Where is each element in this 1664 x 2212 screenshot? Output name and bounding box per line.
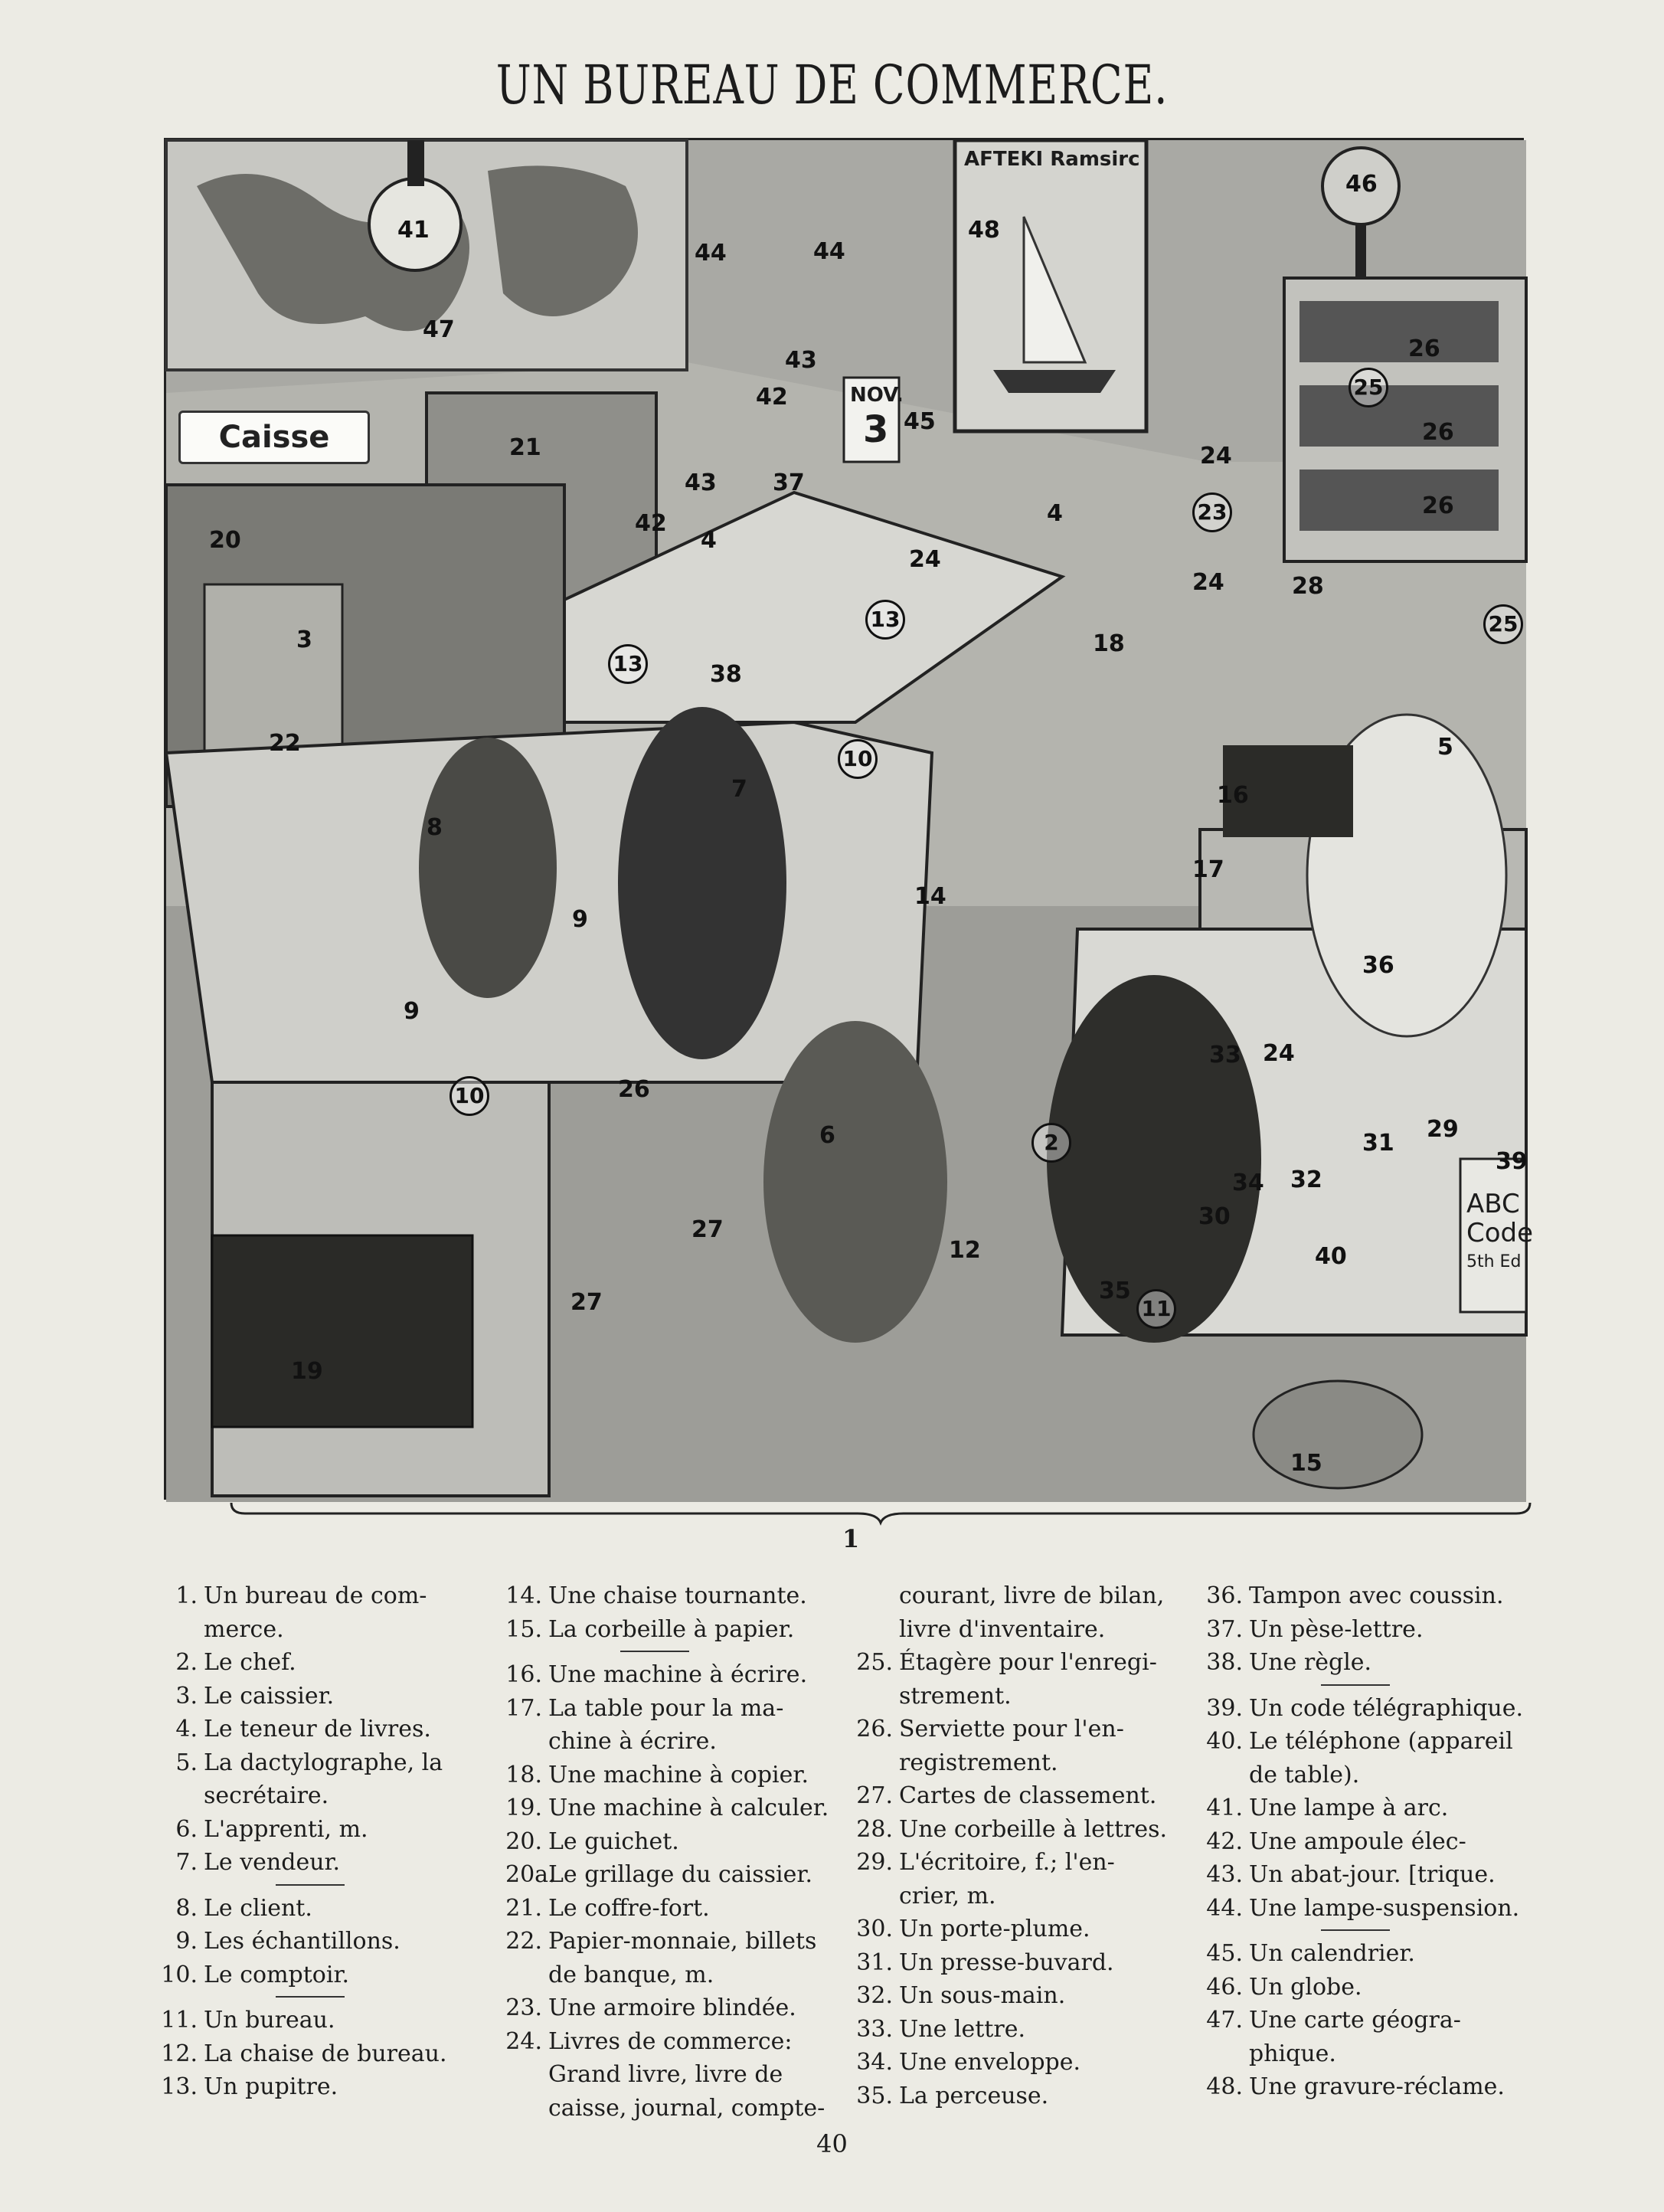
legend-item-number: 19. [505,1795,542,1821]
legend-item-number: 26. [856,1716,893,1742]
legend-item [856,1779,1187,1813]
callout: 32 [1290,1167,1322,1193]
legend-separator [1321,1929,1390,1931]
legend-item-number: 22. [505,1928,542,1955]
legend-column-2 [505,1579,831,2125]
legend-item-number [1206,1759,1249,1792]
legend-item [505,1658,831,1692]
code-book-line: Code [1466,1218,1534,1248]
legend-item-number: 31. [856,1949,893,1976]
poster-title: AFTEKI Ramsirc [964,148,1140,171]
callout: 6 [819,1122,835,1149]
calendar-day: 3 [863,408,889,451]
callout: 24 [909,546,941,573]
legend-item-number [161,1613,204,1647]
legend-item-number [856,1680,899,1713]
legend-item-number: 17. [505,1694,542,1722]
legend-item [856,2013,1187,2047]
legend-item [856,1813,1187,1847]
callout: 15 [1290,1450,1322,1477]
legend-item-number: 4. [175,1716,198,1742]
legend-item-text: Une lettre. [899,2015,1025,2043]
legend-item-text: Une chaise tournante. [548,1582,807,1609]
scene-brace [230,1501,1532,1524]
legend-item-number: 8. [175,1894,198,1922]
legend-item [161,1746,479,1780]
legend-item-number: 40. [1206,1728,1243,1755]
legend-item-text: chine à écrire. [548,1728,717,1755]
legend-item-number [856,1746,899,1780]
legend-item-text: Le téléphone (appareil [1249,1728,1513,1755]
legend-item [505,1725,831,1759]
callout: 33 [1209,1042,1241,1068]
callout: 30 [1198,1203,1231,1230]
code-book-line: ABC [1466,1189,1520,1219]
callout: 18 [1093,630,1125,657]
callout: 24 [1263,1040,1295,1067]
legend-item [505,1759,831,1792]
legend-item-text: Cartes de classement. [899,1782,1157,1809]
legend-item-text: Le comptoir. [204,1961,350,1988]
legend-item [856,1946,1187,1980]
legend-item-text: L'écritoire, f.; l'en- [899,1849,1115,1876]
callout: 41 [397,217,430,244]
legend-item [161,2004,479,2037]
legend-item-number: 38. [1206,1649,1243,1676]
legend-item [1206,1937,1535,1971]
legend-item-text: Un bureau. [204,2007,335,2034]
legend-item [856,1680,1187,1713]
legend-item [1206,1759,1535,1792]
legend-item-number: 2. [175,1649,198,1676]
legend-item-number [161,1779,204,1813]
callout: 28 [1292,573,1324,600]
legend-item-number: 48. [1206,2073,1243,2100]
legend-column-4 [1206,1579,1535,2104]
legend-item-text: Une armoire blindée. [548,1994,796,2021]
legend-item [161,1680,479,1713]
callout: 29 [1427,1116,1459,1143]
legend-item-number: 10. [161,1961,198,1988]
legend-item [505,1925,831,1958]
callout: 42 [756,384,788,411]
legend-item-text: strement. [899,1682,1012,1710]
callout: 27 [691,1216,724,1243]
legend-item-text: Une enveloppe. [899,2049,1081,2076]
legend-item-text: Un calendrier. [1249,1940,1415,1967]
legend-item-number: 42. [1206,1828,1243,1855]
legend-item [1206,1646,1535,1680]
callout: 3 [296,627,312,653]
legend-item-text: Une carte géogra- [1249,2007,1461,2034]
legend-item-number: 28. [856,1815,893,1843]
legend-item [505,1579,831,1613]
legend-item [161,1813,479,1847]
callout: 40 [1315,1243,1347,1270]
callout: 47 [423,316,455,343]
callout: 26 [618,1076,650,1103]
scene-brace-label: 1 [842,1524,860,1553]
legend-item-text: crier, m. [899,1882,996,1909]
legend-item-text: Un globe. [1249,1973,1362,2001]
legend-item-text: Livres de commerce: [548,2027,793,2055]
legend-separator [276,1996,345,1998]
legend-item-number: 25. [856,1649,893,1676]
callout: 13 [865,600,905,640]
legend-item-number [505,1725,548,1759]
legend-item-text: Étagère pour l'enregi- [899,1649,1157,1676]
page-title: UN BUREAU DE COMMERCE. [495,54,1169,116]
legend-item-number: 7. [175,1849,198,1876]
callout: 23 [1192,492,1232,532]
callout: 26 [1408,335,1440,362]
legend-item-text: Le client. [204,1894,312,1922]
legend-item-text: Le grillage du caissier. [548,1861,812,1888]
legend-item-number: 36. [1206,1582,1243,1609]
legend-item-text: courant, livre de bilan, [899,1582,1165,1609]
legend-item-number [856,1880,899,1913]
legend-item [161,1779,479,1813]
legend-item [505,1958,831,1992]
legend-item [505,1892,831,1926]
legend-item-text: La chaise de bureau. [204,2040,447,2067]
legend-item [505,1692,831,1726]
legend-item [856,1880,1187,1913]
legend-item-number: 6. [175,1815,198,1843]
legend-item-number: 35. [856,2082,893,2109]
legend-item-text: Une machine à écrire. [548,1661,808,1688]
legend-item-text: Une règle. [1249,1649,1372,1676]
cashier-sign: Caisse [178,411,370,464]
legend-item-number: 34. [856,2049,893,2076]
legend-item-number: 41. [1206,1795,1243,1821]
legend-item [505,1613,831,1647]
legend-item-text: Un bureau de com- [204,1582,427,1609]
callout: 43 [785,347,817,374]
legend-item [1206,1692,1535,1726]
legend-item [1206,1579,1535,1613]
legend-item-text: Le vendeur. [204,1849,341,1876]
legend-item [161,1846,479,1880]
callout: 26 [1422,419,1454,446]
code-book-line: 5th Ed [1466,1252,1522,1271]
legend-item-number: 46. [1206,1973,1243,2001]
legend-item [161,1613,479,1647]
callout: 44 [695,240,727,267]
callout: 4 [701,527,717,554]
calculating-machine [212,1235,472,1427]
callout: 37 [773,470,805,496]
legend-item [1206,1725,1535,1759]
callout: 9 [404,998,420,1025]
legend-item [856,1713,1187,1746]
callout: 4 [1047,500,1063,527]
legend-item-text: de banque, m. [548,1961,714,1988]
legend-item-number: 3. [175,1682,198,1710]
legend-item [856,1579,1187,1613]
legend-item [1206,2070,1535,2104]
legend-item-text: Un abat-jour. [trique. [1249,1861,1496,1888]
legend-separator [620,1651,689,1652]
legend-item-text: Un presse-buvard. [899,1949,1114,1976]
legend-column-3 [856,1579,1187,2112]
legend-item-text: phique. [1249,2040,1336,2067]
legend-item-text: Une ampoule élec- [1249,1828,1466,1855]
legend-item-text: Grand livre, livre de [548,2061,783,2088]
callout: 12 [949,1237,981,1264]
legend-item-text: Serviette pour l'en- [899,1716,1124,1742]
legend-item [505,1792,831,1825]
legend-item-number: 11. [161,2007,198,2034]
legend-item [1206,1858,1535,1892]
legend-item-number: 12. [161,2040,198,2067]
legend-item [856,2046,1187,2079]
legend-item-text: Un pèse-lettre. [1249,1615,1424,1643]
legend-item-text: L'apprenti, m. [204,1815,368,1843]
callout: 27 [570,1289,603,1316]
legend-item-number: 30. [856,1916,893,1942]
legend-item [161,1579,479,1613]
callout: 22 [269,730,301,757]
legend-item-number: 1. [175,1582,198,1609]
legend-item [856,1979,1187,2013]
legend-item-text: Le guichet. [548,1828,679,1855]
office-scene-drawing [166,140,1526,1502]
code-book-label [1466,1189,1533,1277]
legend-item-text: Un sous-main. [899,1982,1066,2009]
legend-item [161,2037,479,2071]
callout: 25 [1483,604,1523,644]
legend-item [505,2092,831,2125]
callout: 35 [1099,1278,1131,1304]
legend-item-number: 43. [1206,1861,1243,1888]
callout: 5 [1437,734,1453,761]
legend-item [856,1746,1187,1780]
legend-item [856,1913,1187,1946]
legend-item-number: 13. [161,2073,198,2100]
callout: 26 [1422,492,1454,519]
callout: 34 [1232,1170,1264,1196]
legend-item-number [1206,2037,1249,2071]
callout: 43 [685,470,717,496]
legend-item [1206,2004,1535,2037]
legend-item [161,1646,479,1680]
legend-separator [1321,1684,1390,1686]
legend-item-number: 15. [505,1615,542,1643]
legend-item-number: 21. [505,1894,542,1922]
legend-separator [276,1884,345,1886]
page-number: 40 [816,2129,848,2158]
legend-item-text: Un porte-plume. [899,1916,1090,1942]
legend-item-text: Le chef. [204,1649,296,1676]
callout: 24 [1200,443,1232,470]
callout: 46 [1345,171,1378,198]
legend-item-text: Le teneur de livres. [204,1716,431,1742]
callout: 11 [1136,1289,1176,1329]
legend-item-number: 33. [856,2015,893,2043]
legend-item [1206,1971,1535,2004]
callout: 24 [1192,569,1224,596]
legend-item [1206,1792,1535,1825]
legend-column-1 [161,1579,479,2104]
legend-item-text: livre d'inventaire. [899,1615,1106,1643]
callout: 10 [450,1076,489,1116]
legend-item-text: Une machine à calculer. [548,1795,829,1821]
legend-item-number: 16. [505,1661,542,1688]
callout: 7 [731,776,747,803]
calendar-month: NOV. [850,384,904,407]
legend-item-text: Une corbeille à lettres. [899,1815,1168,1843]
legend-item-text: Tampon avec coussin. [1249,1582,1504,1609]
legend-item-number: 47. [1206,2007,1243,2034]
legend-item [505,1858,831,1892]
legend-item [1206,1613,1535,1647]
legend-item-number: 32. [856,1982,893,2009]
callout: 45 [904,408,936,435]
legend-item [856,2079,1187,2113]
callout: 14 [914,883,946,910]
legend-item-text: Le coffre-fort. [548,1894,710,1922]
callout: 25 [1349,368,1388,407]
legend-item-text: Une gravure-réclame. [1249,2073,1505,2100]
callout: 39 [1496,1148,1528,1175]
legend-item-number [856,1579,899,1613]
callout: 9 [572,906,588,933]
legend-item-text: Un code télégraphique. [1249,1694,1524,1722]
legend-item-number: 18. [505,1761,542,1788]
callout: 31 [1362,1130,1394,1157]
callout: 44 [813,238,845,265]
legend-item [161,1713,479,1746]
legend-item-text: Papier-monnaie, billets [548,1928,817,1955]
legend-item-text: Les échantillons. [204,1928,400,1955]
legend-item-number: 5. [175,1749,198,1776]
office-illustration [164,138,1534,1500]
legend-item-text: registrement. [899,1749,1058,1776]
callout: 21 [509,434,541,461]
legend-item-number: 20a. [505,1861,556,1888]
legend-item-number: 24. [505,2027,542,2055]
legend-item [505,1991,831,2025]
legend-item-text: caisse, journal, compte- [548,2094,825,2122]
callout: 8 [427,814,443,841]
legend-item-text: de table). [1249,1761,1360,1788]
legend-item [1206,1825,1535,1859]
legend-item-text: Une lampe-suspension. [1249,1894,1520,1922]
callout: 10 [838,739,878,779]
legend-item [856,1613,1187,1647]
legend-item [1206,2037,1535,2071]
callout: 13 [608,644,648,684]
legend-item [505,1825,831,1859]
legend-item-number: 45. [1206,1940,1243,1967]
legend-item-text: La dactylographe, la [204,1749,443,1776]
legend-item-text: Un pupitre. [204,2073,338,2100]
callout: 19 [291,1358,323,1385]
callout: 20 [209,527,241,554]
legend-item-text: secrétaire. [204,1782,329,1809]
legend-item-number: 37. [1206,1615,1243,1643]
legend-item-number [505,2058,548,2092]
legend-item-number: 29. [856,1849,893,1876]
legend-item [856,1646,1187,1680]
callout: 36 [1362,952,1394,979]
legend-item-text: Une machine à copier. [548,1761,809,1788]
legend-item-text: La corbeille à papier. [548,1615,795,1643]
legend-item [161,2070,479,2104]
legend-item-number [505,2092,548,2125]
legend-item-number [505,1958,548,1992]
legend-item-text: merce. [204,1615,284,1643]
legend-item [505,2025,831,2059]
legend-item [505,2058,831,2092]
legend-item-number: 20. [505,1828,542,1855]
legend-item-number: 23. [505,1994,542,2021]
legend-item [161,1892,479,1926]
legend-item [161,1958,479,1992]
legend-item-text: Une lampe à arc. [1249,1795,1449,1821]
callout: 2 [1031,1123,1071,1163]
legend-item-number: 27. [856,1782,893,1809]
legend-item-number: 9. [175,1928,198,1955]
legend-item-text: La perceuse. [899,2082,1049,2109]
legend-item-number: 39. [1206,1694,1243,1722]
callout: 16 [1217,782,1249,809]
callout: 38 [710,661,742,688]
callout: 48 [968,217,1000,244]
callout: 17 [1192,856,1224,883]
legend-item [856,1846,1187,1880]
callout: 42 [635,510,667,537]
legend-item [161,1925,479,1958]
legend-item [1206,1892,1535,1926]
legend-item-number: 44. [1206,1894,1243,1922]
legend-item-number: 14. [505,1582,542,1609]
legend-item-text: La table pour la ma- [548,1694,784,1722]
legend-item-text: Le caissier. [204,1682,335,1710]
legend-item-number [856,1613,899,1647]
